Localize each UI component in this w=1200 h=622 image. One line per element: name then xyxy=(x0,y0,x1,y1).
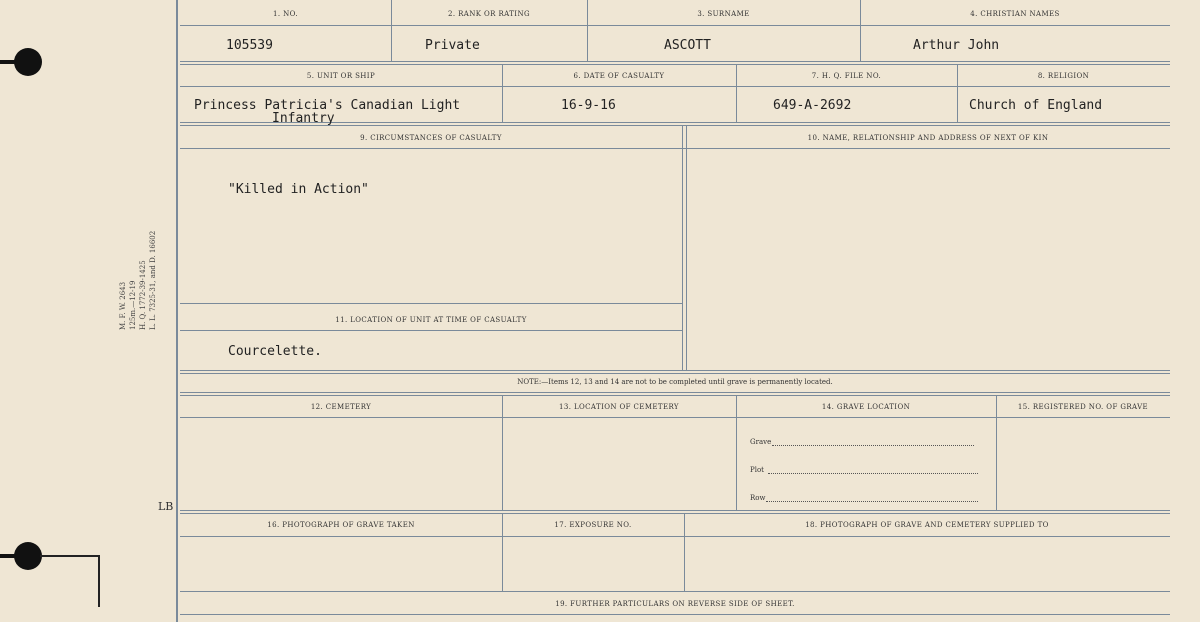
header-religion: 8. RELIGION xyxy=(1037,72,1090,80)
rule xyxy=(180,148,1170,149)
pen-mark-vertical xyxy=(98,555,100,607)
header-circumstances: 9. CIRCUMSTANCES OF CASUALTY xyxy=(360,134,502,142)
header-photo-taken: 16. PHOTOGRAPH OF GRAVE TAKEN xyxy=(267,521,415,529)
rule xyxy=(682,125,683,370)
binder-hole-bottom xyxy=(14,542,42,570)
rule xyxy=(736,395,737,510)
value-christian-names: Arthur John xyxy=(913,38,1000,53)
pen-mark xyxy=(40,555,98,557)
header-location-cemetery: 13. LOCATION OF CEMETERY xyxy=(559,403,679,411)
hole-tab-mark xyxy=(0,60,16,64)
value-surname: ASCOTT xyxy=(664,38,711,53)
value-rank: Private xyxy=(425,38,480,53)
hole-tab-mark-bottom xyxy=(0,554,16,558)
rule xyxy=(686,125,687,370)
rule xyxy=(180,61,1170,65)
stamp-line-3: H. Q. 1772-39-1425 xyxy=(139,260,147,330)
value-unit-line1: Princess Patricia's Canadian Light xyxy=(194,98,461,113)
value-unit-line2: Infantry xyxy=(272,111,335,126)
left-margin-rule xyxy=(176,0,178,622)
header-no: 1. NO. xyxy=(273,10,298,18)
row-label: Row xyxy=(750,494,766,502)
header-grave-location: 14. GRAVE LOCATION xyxy=(821,403,911,411)
rule xyxy=(180,330,682,331)
header-photo-supplied: 18. PHOTOGRAPH OF GRAVE AND CEMETERY SUPPLIED TO xyxy=(805,521,1049,529)
side-stamp xyxy=(118,231,158,330)
rule xyxy=(180,392,1170,396)
value-file-no: 649-A-2692 xyxy=(773,98,852,113)
lb-mark: LB xyxy=(158,500,174,513)
header-registered-no: 15. REGISTERED NO. OF GRAVE xyxy=(1017,403,1149,411)
rule xyxy=(502,395,503,510)
rule xyxy=(180,86,1170,87)
header-exposure-no: 17. EXPOSURE NO. xyxy=(554,521,632,529)
rule xyxy=(180,417,1170,418)
grave-dotline xyxy=(772,445,974,446)
rule xyxy=(180,591,1170,592)
header-unit: 5. UNIT OR SHIP xyxy=(306,72,376,80)
value-location-unit: Courcelette. xyxy=(228,344,322,359)
binder-hole-top xyxy=(14,48,42,76)
rule xyxy=(180,25,1170,26)
rule xyxy=(180,510,1170,514)
value-circumstances: "Killed in Action" xyxy=(228,182,369,197)
footer-further: 19. FURTHER PARTICULARS ON REVERSE SIDE OF SHEET. xyxy=(555,600,795,608)
stamp-line-2: 125m.—12-19 xyxy=(129,280,137,330)
header-date: 6. DATE OF CASUALTY xyxy=(573,72,665,80)
stamp-line-4: L. L. 7325-31, and D. 16602 xyxy=(149,230,157,330)
rule xyxy=(996,395,997,510)
row-dotline xyxy=(766,501,978,502)
plot-dotline xyxy=(768,473,978,474)
grave-label: Grave xyxy=(750,438,772,446)
header-christian-names: 4. CHRISTIAN NAMES xyxy=(970,10,1060,18)
value-date: 16-9-16 xyxy=(561,98,616,113)
rule xyxy=(180,614,1170,615)
note-text: NOTE:—Items 12, 13 and 14 are not to be completed until grave is permanently located. xyxy=(517,378,833,386)
rule xyxy=(180,370,1170,374)
header-location-unit: 11. LOCATION OF UNIT AT TIME OF CASUALTY xyxy=(335,316,527,324)
value-religion: Church of England xyxy=(969,98,1103,113)
value-no: 105539 xyxy=(226,38,273,53)
header-surname: 3. SURNAME xyxy=(697,10,750,18)
header-file-no: 7. H. Q. FILE NO. xyxy=(811,72,882,80)
rule xyxy=(180,303,682,304)
header-next-of-kin: 10. NAME, RELATIONSHIP AND ADDRESS OF NEXT OF KIN xyxy=(807,134,1049,142)
header-rank: 2. RANK OR RATING xyxy=(448,10,530,18)
rule xyxy=(180,536,1170,537)
header-cemetery: 12. CEMETERY xyxy=(310,403,372,411)
plot-label: Plot xyxy=(750,466,764,474)
stamp-line-1: M. F. W. 2643 xyxy=(119,281,127,330)
